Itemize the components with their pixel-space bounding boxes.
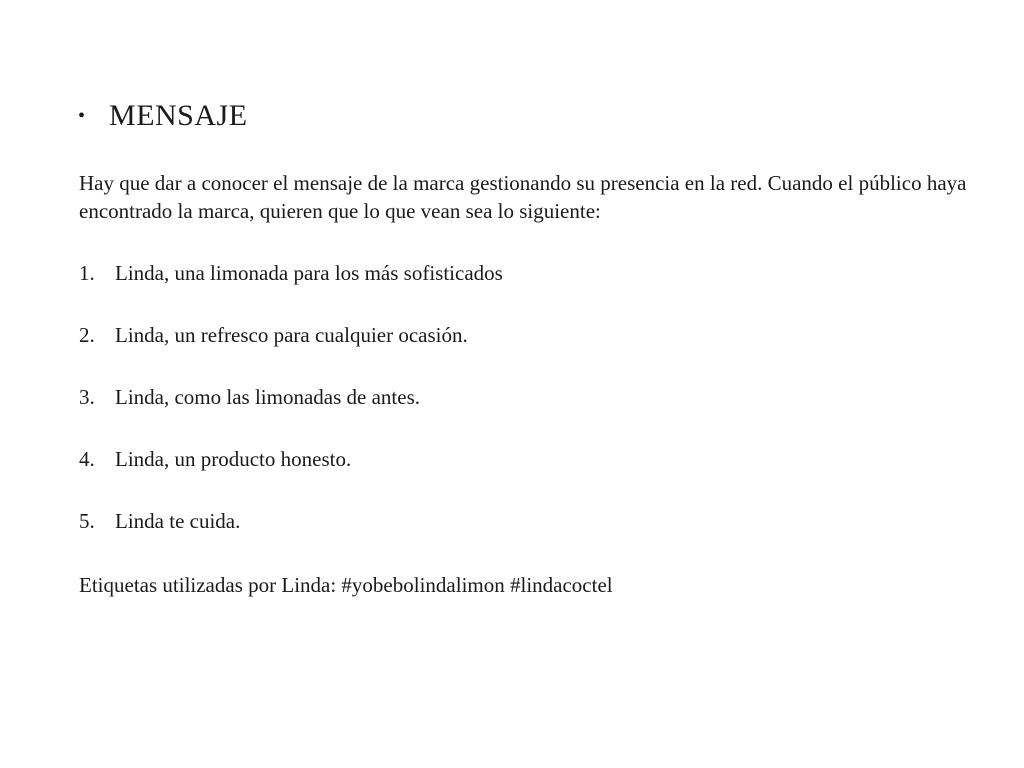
list-item xyxy=(79,383,969,411)
list-item-text: Linda, un producto honesto. xyxy=(115,447,352,471)
list-item-number: 5. xyxy=(79,509,95,533)
list-item-text: Linda te cuida. xyxy=(115,509,241,533)
list-item-text: Linda, una limonada para los más sofisticados xyxy=(115,261,503,285)
list-item-text: Linda, como las limonadas de antes. xyxy=(115,385,421,409)
slide-title-row xyxy=(78,98,248,134)
list-item xyxy=(79,445,969,473)
hashtags-line: Etiquetas utilizadas por Linda: #yobebolindalimon #lindacoctel xyxy=(79,573,613,597)
title-bullet-icon: • xyxy=(78,105,86,127)
list-item-number: 2. xyxy=(79,323,95,347)
list-item-number: 1. xyxy=(79,261,95,285)
list-item xyxy=(79,507,969,535)
list-item-text: Linda, un refresco para cualquier ocasión. xyxy=(115,323,468,347)
list-item xyxy=(79,259,969,287)
list-item-number: 3. xyxy=(79,385,95,409)
list-item xyxy=(79,321,969,349)
list-item-number: 4. xyxy=(79,447,95,471)
intro-paragraph: Hay que dar a conocer el mensaje de la marca gestionando su presencia en la red. Cuando el público haya encontrado la marca, quieren que lo que vean sea lo siguiente: xyxy=(79,171,967,223)
message-list xyxy=(79,259,969,535)
page-title: MENSAJE xyxy=(109,99,248,132)
